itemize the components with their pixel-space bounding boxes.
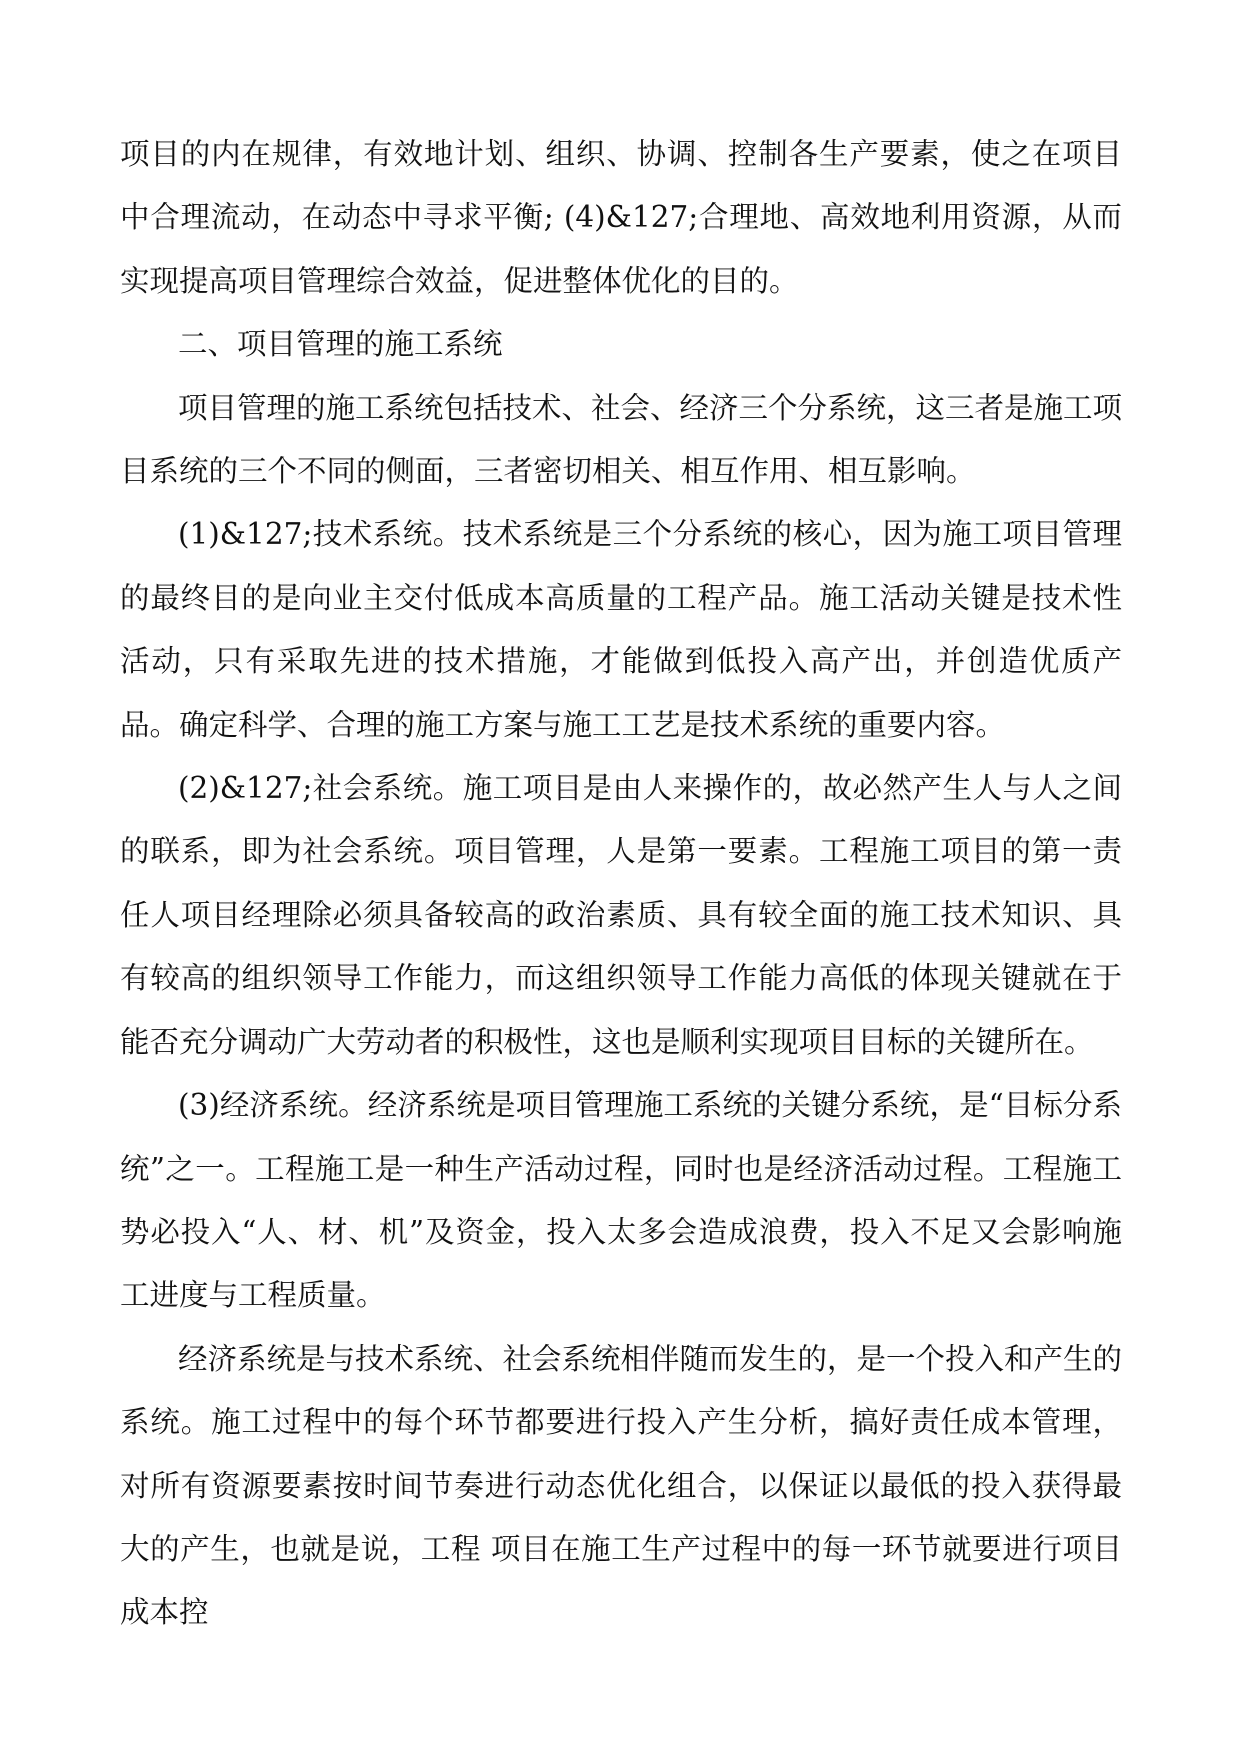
paragraph-continuation: 项目的内在规律，有效地计划、组织、协调、控制各生产要素，使之在项目中合理流动，在动态中寻求平衡; (4)&127;合理地、高效地利用资源，从而实现提高项目管理综合效益，促进整体优化的目的。 xyxy=(120,137,1122,298)
paragraph-technical-system: (1)&127;技术系统。技术系统是三个分系统的核心，因为施工项目管理的最终目的是向业主交付低成本高质量的工程产品。施工活动关键是技术性活动，只有采取先进的技术措施，才能做到低投入高产出，并创造优质产品。确定科学、合理的施工方案与施工工艺是技术系统的重要内容。 xyxy=(120,517,1122,742)
paragraph-economic-system-detail: 经济系统是与技术系统、社会系统相伴随而发生的，是一个投入和产生的系统。施工过程中的每个环节都要进行投入产生分析，搞好责任成本管理，对所有资源要素按时间节奏进行动态优化组合，以保证以最低的投入获得最大的产生，也就是说，工程 项目在施工生产过程中的每一环节就要进行项目成本控 xyxy=(120,1341,1123,1630)
paragraph-economic-system: (3)经济系统。经济系统是项目管理施工系统的关键分系统，是“目标分系统”之一。工程施工是一种生产活动过程，同时也是经济活动过程。工程施工势必投入“人、材、机”及资金，投入太多会造成浪费，投入不足又会影响施工进度与工程质量。 xyxy=(120,1088,1122,1313)
document-body xyxy=(120,123,1122,1645)
paragraph-intro: 项目管理的施工系统包括技术、社会、经济三个分系统，这三者是施工项目系统的三个不同的侧面，三者密切相关、相互作用、相互影响。 xyxy=(120,390,1123,489)
section-heading: 二、项目管理的施工系统 xyxy=(178,327,503,362)
paragraph-social-system: (2)&127;社会系统。施工项目是由人来操作的，故必然产生人与人之间的联系，即为社会系统。项目管理，人是第一要素。工程施工项目的第一责任人项目经理除必须具备较高的政治素质、具有较全面的施工技术知识、具有较高的组织领导工作能力，而这组织领导工作能力高低的体现关键就在于能否充分调动广大劳动者的积极性，这也是顺利实现项目目标的关键所在。 xyxy=(120,771,1122,1059)
